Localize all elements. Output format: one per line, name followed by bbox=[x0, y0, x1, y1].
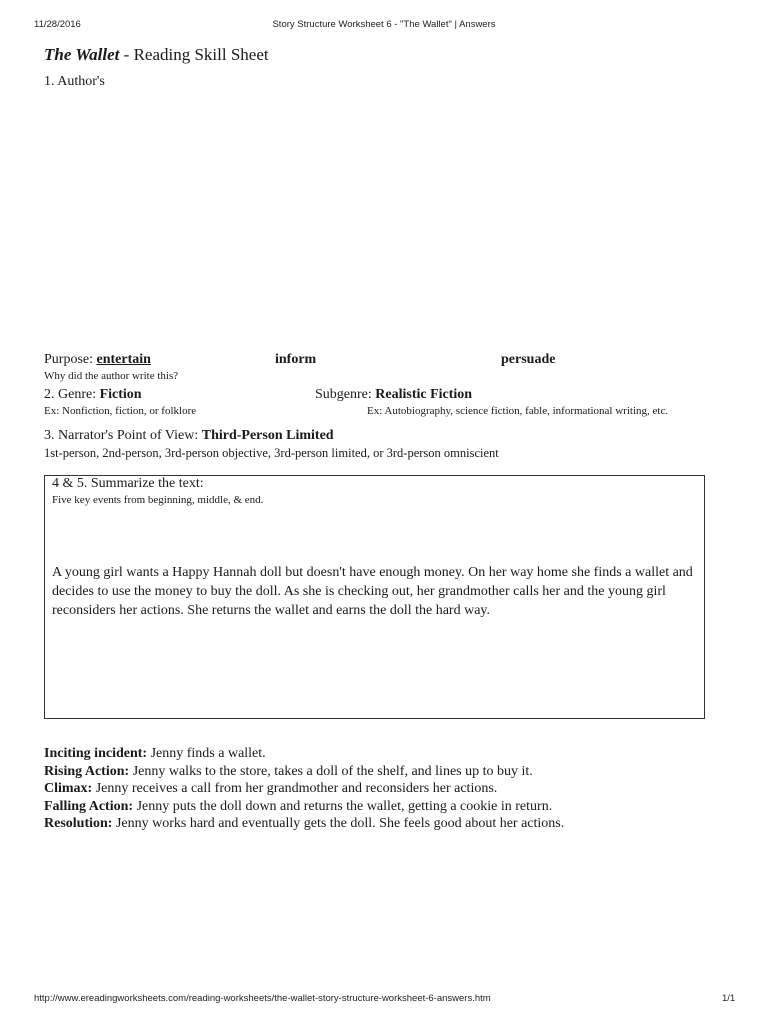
pov-hint: 1st-person, 2nd-person, 3rd-person objective, 3rd-person limited, or 3rd-person omniscient bbox=[44, 446, 499, 460]
purpose-option-persuade: persuade bbox=[501, 352, 556, 367]
event-inciting-incident: Inciting incident: Jenny finds a wallet. bbox=[44, 746, 266, 761]
pov-answer: Third-Person Limited bbox=[201, 428, 334, 443]
genre-hint: Ex: Nonfiction, fiction, or folklore bbox=[44, 405, 197, 417]
event-rising-action: Rising Action: Jenny walks to the store, takes a doll of the shelf, and lines up to buy it. bbox=[44, 763, 533, 779]
event-climax: Climax: Jenny receives a call from her grandmother and reconsiders her actions. bbox=[44, 781, 498, 796]
print-page-number: 1/1 bbox=[722, 993, 736, 1004]
genre-label: 2. Genre: bbox=[44, 387, 100, 402]
genre-answer: Fiction bbox=[99, 387, 142, 402]
print-url: http://www.ereadingworksheets.com/reading-worksheets/the-wallet-story-structure-worksheet-6-answers.htm bbox=[34, 993, 491, 1004]
title-rest: - Reading Skill Sheet bbox=[119, 45, 269, 64]
purpose-label: Purpose: bbox=[44, 352, 97, 367]
genre-line bbox=[44, 387, 142, 403]
summary-box bbox=[44, 475, 705, 719]
print-doc-title: Story Structure Worksheet 6 - "The Wallet" | Answers bbox=[272, 19, 496, 30]
subgenre-answer: Realistic Fiction bbox=[375, 387, 473, 402]
purpose-option-inform: inform bbox=[275, 352, 317, 367]
summary-hint: Five key events from beginning, middle, & end. bbox=[52, 494, 264, 506]
worksheet-title bbox=[44, 45, 269, 65]
q1-label: 1. Author's bbox=[44, 74, 105, 89]
print-date: 11/28/2016 bbox=[34, 19, 81, 30]
pov-label: 3. Narrator's Point of View: bbox=[44, 428, 202, 443]
event-falling-action: Falling Action: Jenny puts the doll down and returns the wallet, getting a cookie in return. bbox=[44, 798, 553, 814]
summary-label: 4 & 5. Summarize the text: bbox=[52, 476, 204, 491]
purpose-option-entertain: entertain bbox=[96, 352, 151, 367]
key-events bbox=[44, 745, 564, 833]
subgenre-hint: Ex: Autobiography, science fiction, fable, informational writing, etc. bbox=[367, 405, 669, 417]
purpose-hint: Why did the author write this? bbox=[44, 370, 179, 382]
event-resolution: Resolution: Jenny works hard and eventually gets the doll. She feels good about her actions. bbox=[44, 816, 565, 831]
subgenre-label: Subgenre: bbox=[315, 387, 376, 402]
summary-text: A young girl wants a Happy Hannah doll but doesn't have enough money. On her way home she finds a wallet and decides to use the money to buy the doll. As she is checking out, her grandmother calls her and the young girl reconsiders her actions. She returns the wallet and earns the doll the hard way. bbox=[52, 565, 693, 618]
pov-line bbox=[44, 428, 334, 444]
story-title: The Wallet bbox=[44, 45, 120, 64]
purpose-line bbox=[44, 352, 151, 368]
subgenre-line bbox=[315, 387, 472, 403]
